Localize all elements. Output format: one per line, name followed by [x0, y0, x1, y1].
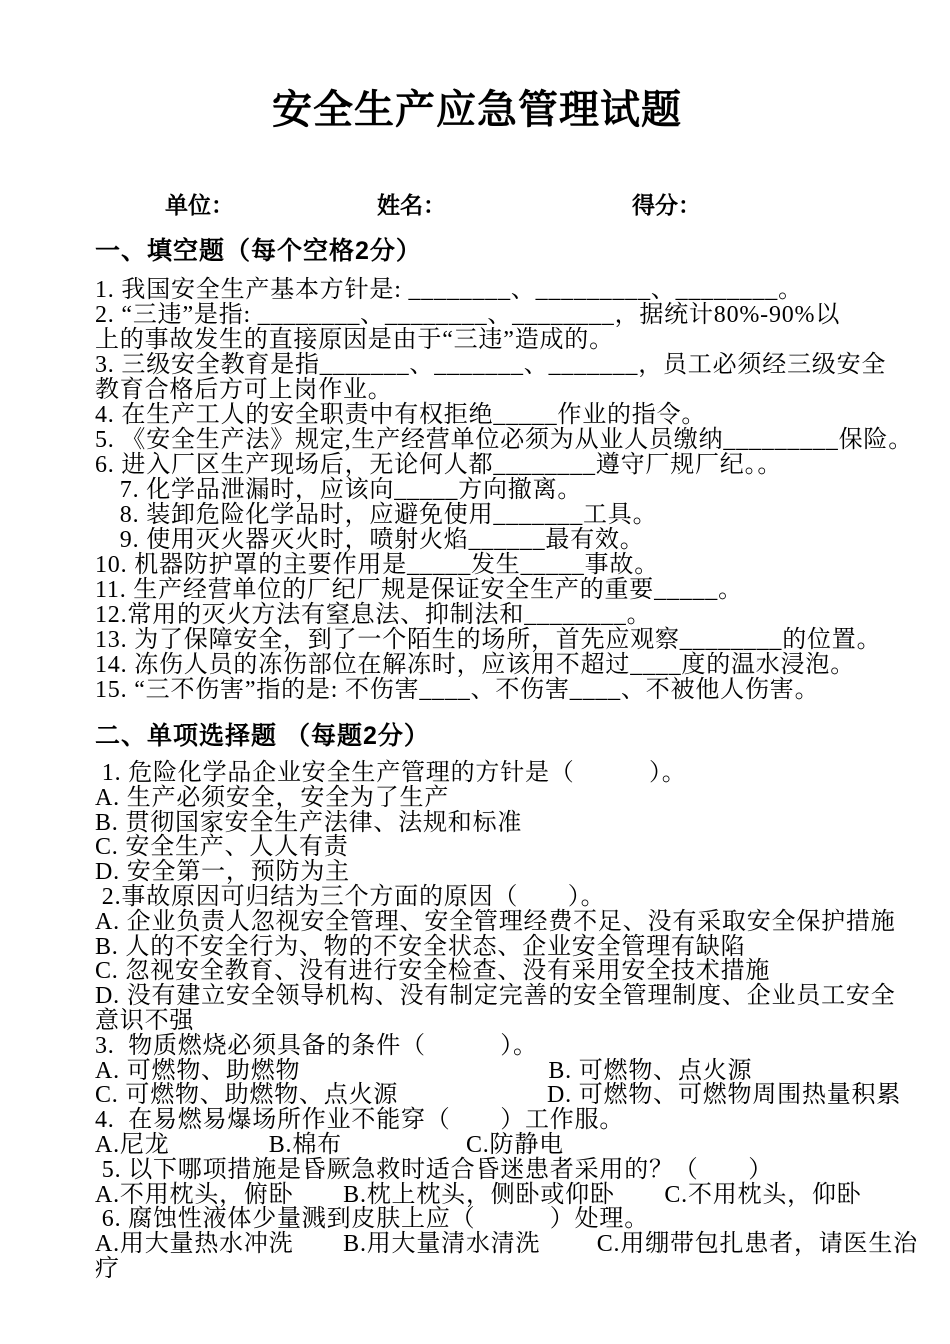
- page-title: 安全生产应急管理试题: [272, 87, 682, 132]
- score-label: 得分：: [632, 192, 701, 218]
- unit-label: 单位：: [165, 192, 234, 218]
- choice-line: B. 贯彻国家安全生产法律、法规和标准: [95, 809, 523, 836]
- fill-line: 上的事故发生的直接原因是由于“三违”造成的。: [95, 327, 614, 353]
- fill-line: 7. 化学品泄漏时，应该向_____方向撤离。: [95, 477, 583, 503]
- choice-line: C. 安全生产、人人有责: [95, 834, 349, 861]
- fill-section-heading: 一、填空题（每个空格2分）: [95, 237, 422, 265]
- choice-line: A.尼龙 B.棉布 C.防静电: [95, 1131, 564, 1158]
- name-label: 姓名：: [377, 192, 446, 218]
- choice-line: D. 安全第一，预防为主: [95, 859, 350, 886]
- fill-line: 教育合格后方可上岗作业。: [95, 377, 393, 403]
- fill-line: 10. 机器防护罩的主要作用是_____发生_____事故。: [95, 552, 659, 578]
- fill-line: 8. 装卸危险化学品时，应避免使用_______工具。: [95, 502, 658, 528]
- fill-line: 13. 为了保障安全，到了一个陌生的场所，首先应观察________的位置。: [95, 627, 882, 653]
- fill-line: 4. 在生产工人的安全职责中有权拒绝_____作业的指令。: [95, 402, 707, 428]
- fill-line: 1. 我国安全生产基本方针是: ________、_________、________。: [95, 277, 803, 303]
- fill-line: 6. 进入厂区生产现场后，无论何人都________遵守厂规厂纪。。: [95, 452, 783, 478]
- choice-line: 6. 腐蚀性液体少量溅到皮肤上应（ ）处理。: [95, 1206, 649, 1233]
- choice-line: 3. 物质燃烧必须具备的条件（ ）。: [95, 1032, 538, 1059]
- choice-line: D. 没有建立安全领导机构、没有制定完善的安全管理制度、企业员工安全: [95, 983, 896, 1010]
- fill-section: [95, 278, 916, 703]
- choice-line: C. 忽视安全教育、没有进行安全检查、没有采用安全技术措施: [95, 958, 771, 985]
- choice-line: A.不用枕头，俯卧 B.枕上枕头，侧卧或仰卧 C.不用枕头，仰卧: [95, 1181, 862, 1208]
- fill-line: 9. 使用灭火器灭火时，喷射火焰______最有效。: [95, 527, 645, 553]
- choice-line: A. 生产必须安全，安全为了生产: [95, 784, 450, 811]
- choice-line: 2.事故原因可归结为三个方面的原因（ ）。: [95, 883, 606, 910]
- choice-section: [95, 761, 916, 1282]
- choice-line: B. 人的不安全行为、物的不安全状态、企业安全管理有缺陷: [95, 933, 746, 960]
- fill-line: 12.常用的灭火方法有窒息法、抑制法和________。: [95, 602, 652, 628]
- choice-line: C. 可燃物、助燃物、点火源 D. 可燃物、可燃物周围热量积累: [95, 1082, 902, 1109]
- choice-line: A. 企业负责人忽视安全管理、安全管理经费不足、没有采取安全保护措施: [95, 908, 896, 935]
- fill-line: 15. “三不伤害”指的是: 不伤害____、不伤害____、不被他人伤害。: [95, 677, 820, 703]
- fill-line: 3. 三级安全教育是指_______、_______、_______，员工必须经三级安全: [95, 352, 887, 378]
- choice-line: 5. 以下哪项措施是昏厥急救时适合昏迷患者采用的？（ ）: [95, 1156, 773, 1183]
- choice-line: A.用大量热水冲洗 B.用大量清水清洗 C.用绷带包扎患者，请医生治: [95, 1231, 918, 1258]
- choice-line: 疗: [95, 1255, 120, 1282]
- exam-header-row: [95, 190, 916, 220]
- choice-line: 4. 在易燃易爆场所作业不能穿（ ）工作服。: [95, 1107, 625, 1134]
- fill-line: 5. 《安全生产法》规定,生产经营单位必须为从业人员缴纳_________保险。: [95, 427, 913, 453]
- fill-line: 2. “三违”是指: ________、________、________，据统计80%-90%以: [95, 302, 841, 328]
- choice-line: 1. 危险化学品企业安全生产管理的方针是（ ）。: [95, 760, 687, 786]
- fill-line: 11. 生产经营单位的厂纪厂规是保证安全生产的重要_____。: [95, 577, 743, 603]
- choice-line: A. 可燃物、助燃物 B. 可燃物、点火源: [95, 1057, 753, 1084]
- fill-line: 14. 冻伤人员的冻伤部位在解冻时，应该用不超过____度的温水浸泡。: [95, 652, 855, 678]
- choice-line: 意识不强: [95, 1007, 195, 1034]
- choice-section-heading: 二、单项选择题 （每题2分）: [95, 722, 430, 750]
